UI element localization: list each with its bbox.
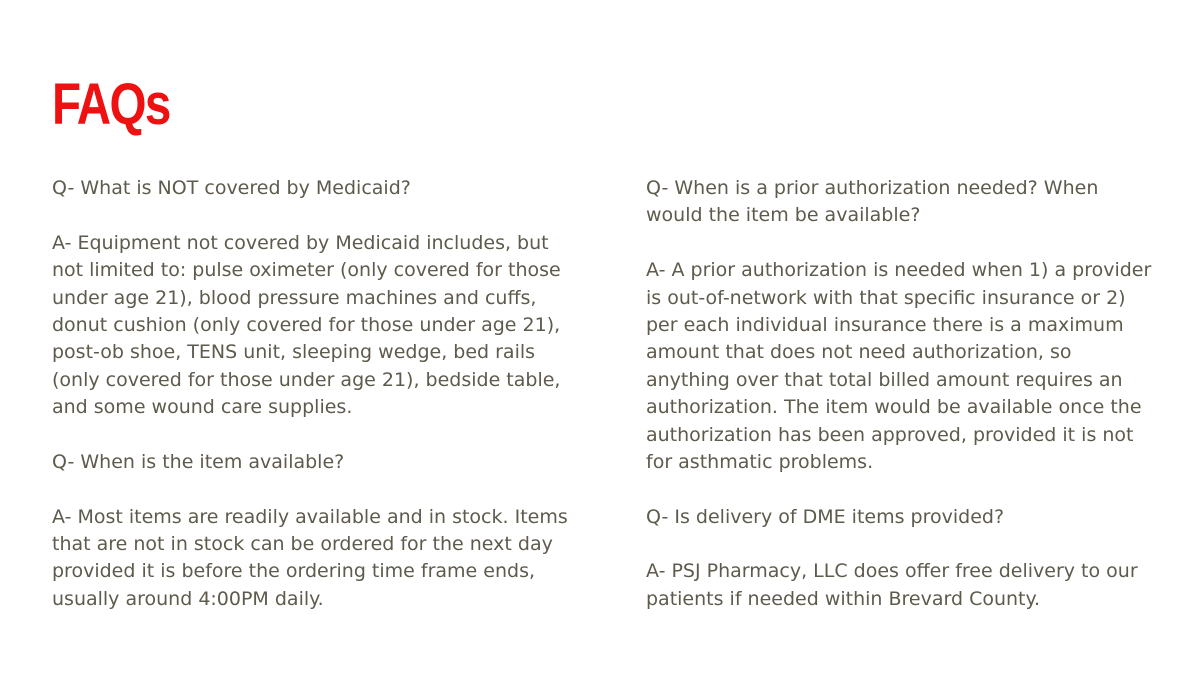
spacer bbox=[52, 422, 612, 449]
faq-answer-line: under age 21), blood pressure machines and cuffs, bbox=[52, 286, 537, 309]
faq-answer-line: amount that does not need authorization, so bbox=[646, 341, 1072, 364]
faq-answer-line: is out-of-network with that specific insurance or 2) bbox=[646, 286, 1126, 309]
faq-answer-line: A- PSJ Pharmacy, LLC does offer free delivery to our bbox=[646, 560, 1138, 583]
faq-question: Q- What is NOT covered by Medicaid? bbox=[52, 177, 411, 199]
faq-question: would the item be available? bbox=[646, 204, 921, 227]
faq-answer-line: authorization. The item would be available once the bbox=[646, 396, 1142, 419]
page-title: FAQs bbox=[52, 72, 170, 137]
spacer bbox=[646, 476, 1200, 503]
faq-answer-line: anything over that total billed amount requires an bbox=[646, 368, 1123, 391]
faq-answer-line: patients if needed within Brevard County. bbox=[646, 587, 1041, 610]
faq-column-left bbox=[52, 175, 612, 613]
faq-answer-line: A- Equipment not covered by Medicaid includes, but bbox=[52, 231, 549, 254]
faq-item-delivery bbox=[646, 504, 1200, 614]
faq-answer-line: post-ob shoe, TENS unit, sleeping wedge, bed rails bbox=[52, 341, 536, 364]
faq-answer-line: (only covered for those under age 21), bedside table, bbox=[52, 368, 561, 391]
faq-column-right bbox=[646, 175, 1200, 613]
faq-answer-line: that are not in stock can be ordered for the next day bbox=[52, 533, 553, 556]
faq-answer-line: for asthmatic problems. bbox=[646, 450, 874, 473]
faq-answer-line: usually around 4:00PM daily. bbox=[52, 587, 324, 610]
faq-answer-line: A- A prior authorization is needed when 1) a provider bbox=[646, 259, 1152, 282]
spacer bbox=[646, 531, 1200, 558]
faq-answer-line: donut cushion (only covered for those under age 21), bbox=[52, 313, 561, 336]
faq-question: Q- When is a prior authorization needed? When bbox=[646, 177, 1099, 199]
spacer bbox=[52, 202, 612, 229]
faq-question: Q- When is the item available? bbox=[52, 450, 345, 473]
faq-question: Q- Is delivery of DME items provided? bbox=[646, 505, 1005, 528]
spacer bbox=[646, 230, 1200, 257]
faq-item-prior-authorization bbox=[646, 175, 1200, 476]
faq-item-availability bbox=[52, 449, 612, 613]
faq-answer-line: not limited to: pulse oximeter (only covered for those bbox=[52, 259, 561, 282]
faq-answer-line: A- Most items are readily available and in stock. Items bbox=[52, 505, 568, 528]
faq-item-not-covered bbox=[52, 175, 612, 422]
faq-answer-line: and some wound care supplies. bbox=[52, 396, 353, 419]
faq-answer-line: per each individual insurance there is a maximum bbox=[646, 313, 1124, 336]
spacer bbox=[52, 476, 612, 503]
faq-answer-line: authorization has been approved, provided it is not bbox=[646, 423, 1134, 446]
faq-answer-line: provided it is before the ordering time frame ends, bbox=[52, 560, 536, 583]
